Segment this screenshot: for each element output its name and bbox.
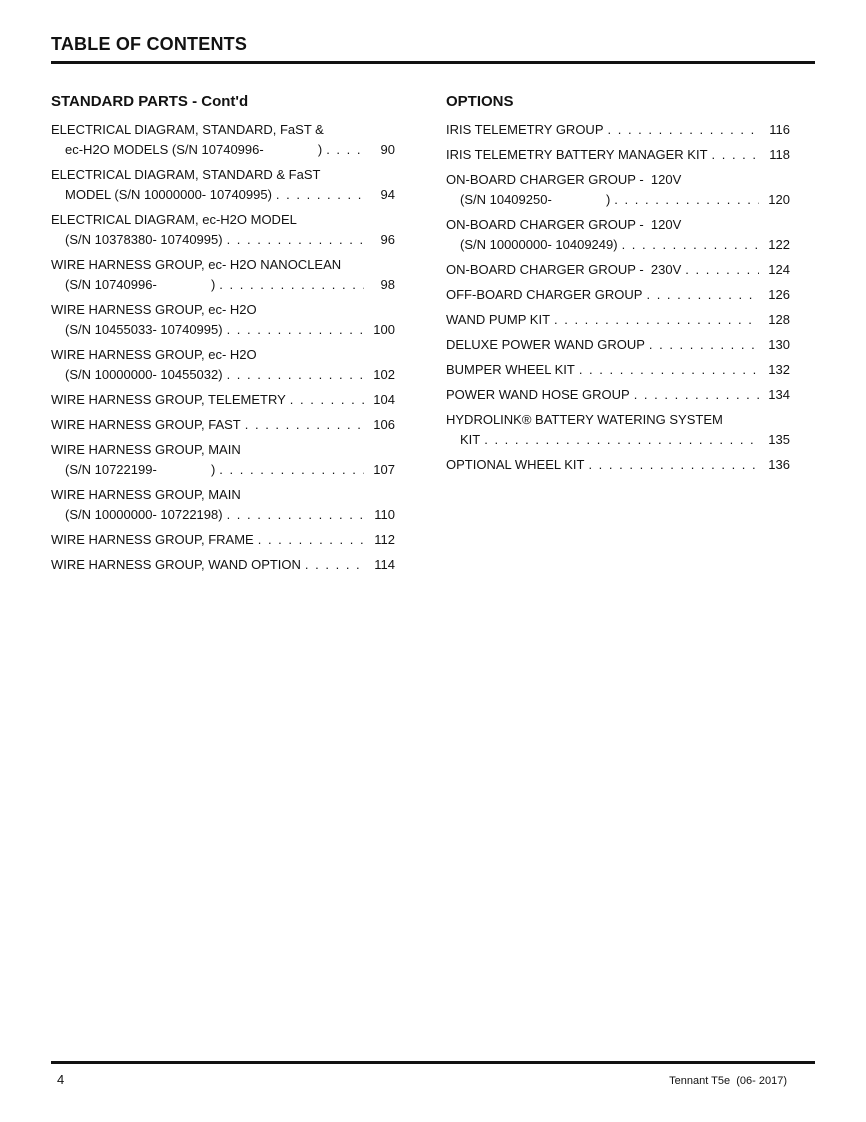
toc-entry — [446, 410, 790, 450]
toc-entry — [51, 165, 395, 205]
toc-list-standard-parts — [51, 120, 395, 575]
toc-entry — [51, 485, 395, 525]
toc-entry-line — [51, 555, 395, 575]
toc-entry-text: (S/N 10000000- 10409249) — [460, 237, 618, 252]
toc-page-number: 114 — [374, 557, 395, 572]
toc-entry-line — [51, 440, 395, 460]
toc-entry-line — [51, 460, 395, 480]
toc-entry — [446, 335, 790, 355]
toc-entry-line — [446, 120, 790, 140]
toc-page-number: 102 — [373, 367, 395, 382]
toc-entry-line — [446, 190, 790, 210]
dot-leader — [484, 430, 759, 450]
dot-leader — [326, 140, 364, 160]
dot-leader — [227, 230, 364, 250]
toc-entry — [446, 360, 790, 380]
toc-entry-text: (S/N 10740996- ) — [65, 277, 216, 292]
toc-entry-line — [446, 385, 790, 405]
toc-page-number: 90 — [380, 142, 395, 157]
toc-entry-line — [51, 345, 395, 365]
toc-page-number: 116 — [769, 122, 790, 137]
toc-entry-text: WIRE HARNESS GROUP, MAIN — [51, 487, 241, 502]
toc-page-number: 94 — [380, 187, 395, 202]
footer-page-number: 4 — [57, 1072, 65, 1087]
toc-entry-line — [51, 185, 395, 205]
toc-entry-line — [446, 455, 790, 475]
toc-page-number: 126 — [768, 287, 790, 302]
toc-entry-line — [51, 230, 395, 250]
dot-leader — [290, 390, 364, 410]
toc-entry-text: ELECTRICAL DIAGRAM, STANDARD & FaST — [51, 167, 321, 182]
toc-page-number: 128 — [768, 312, 790, 327]
toc-entry — [446, 310, 790, 330]
dot-leader — [649, 335, 759, 355]
toc-entry-text: DELUXE POWER WAND GROUP — [446, 337, 645, 352]
toc-entry — [51, 555, 395, 575]
toc-entry — [446, 215, 790, 255]
dot-leader — [579, 360, 759, 380]
toc-entry-text: (S/N 10000000- 10722198) — [65, 507, 223, 522]
toc-entry — [51, 415, 395, 435]
toc-entry-text: HYDROLINK® BATTERY WATERING SYSTEM — [446, 412, 723, 427]
toc-entry-line — [446, 260, 790, 280]
toc-entry-line — [51, 165, 395, 185]
toc-entry-text: WIRE HARNESS GROUP, ec- H2O — [51, 347, 257, 362]
title-rule — [51, 61, 815, 64]
toc-entry-text: MODEL (S/N 10000000- 10740995) — [65, 187, 272, 202]
toc-entry-line — [446, 430, 790, 450]
toc-entry-text: ELECTRICAL DIAGRAM, ec-H2O MODEL — [51, 212, 297, 227]
toc-entry-line — [51, 210, 395, 230]
toc-entry — [446, 120, 790, 140]
toc-page-number: 120 — [768, 192, 790, 207]
page-title: TABLE OF CONTENTS — [51, 34, 248, 54]
toc-entry-text: ON-BOARD CHARGER GROUP - 120V — [446, 217, 682, 232]
section-heading-options: OPTIONS — [446, 93, 514, 110]
toc-entry — [51, 300, 395, 340]
toc-entry-text: (S/N 10000000- 10455032) — [65, 367, 223, 382]
dot-leader — [634, 385, 759, 405]
toc-page-number: 112 — [374, 532, 395, 547]
toc-entry-line — [51, 390, 395, 410]
toc-page-number: 107 — [373, 462, 395, 477]
toc-page-number: 134 — [768, 387, 790, 402]
toc-entry-line — [51, 415, 395, 435]
toc-entry-line — [446, 235, 790, 255]
toc-entry-text: ON-BOARD CHARGER GROUP - 120V — [446, 172, 682, 187]
toc-entry-text: WIRE HARNESS GROUP, ec- H2O — [51, 302, 257, 317]
toc-entry-line — [446, 170, 790, 190]
toc-page-number: 132 — [768, 362, 790, 377]
dot-leader — [227, 505, 364, 525]
toc-entry-line — [51, 365, 395, 385]
dot-leader — [219, 275, 364, 295]
toc-entry-text: (S/N 10722199- ) — [65, 462, 216, 477]
toc-entry-line — [51, 275, 395, 295]
toc-entry — [446, 260, 790, 280]
toc-entry — [446, 455, 790, 475]
page-header — [51, 33, 815, 64]
dot-leader — [646, 285, 759, 305]
section-heading-standard-parts: STANDARD PARTS - Cont'd — [51, 93, 249, 110]
toc-entry-text: WIRE HARNESS GROUP, TELEMETRY — [51, 392, 286, 407]
toc-entry — [51, 440, 395, 480]
toc-page-number: 96 — [380, 232, 395, 247]
dot-leader — [622, 235, 759, 255]
toc-page-number: 118 — [769, 147, 790, 162]
toc-entry-line — [51, 120, 395, 140]
toc-entry — [446, 170, 790, 210]
toc-entry-text: (S/N 10409250- ) — [460, 192, 611, 207]
toc-page-number: 136 — [768, 457, 790, 472]
toc-entry-line — [446, 310, 790, 330]
dot-leader — [245, 415, 364, 435]
toc-entry-line — [446, 215, 790, 235]
toc-list-options — [446, 120, 790, 475]
toc-entry-line — [446, 285, 790, 305]
toc-page-number: 124 — [768, 262, 790, 277]
toc-entry-line — [446, 335, 790, 355]
toc-entry-text: WAND PUMP KIT — [446, 312, 551, 327]
toc-entry-line — [51, 255, 395, 275]
toc-entry-line — [51, 140, 395, 160]
toc-entry — [446, 285, 790, 305]
toc-entry-text: WIRE HARNESS GROUP, ec- H2O NANOCLEAN — [51, 257, 342, 272]
toc-entry-line — [446, 360, 790, 380]
toc-entry — [51, 530, 395, 550]
toc-page-number: 122 — [768, 237, 790, 252]
toc-entry-line — [51, 300, 395, 320]
toc-entry-line — [51, 485, 395, 505]
toc-entry-text: WIRE HARNESS GROUP, MAIN — [51, 442, 241, 457]
toc-page-number: 110 — [374, 507, 395, 522]
toc-entry-text: (S/N 10378380- 10740995) — [65, 232, 223, 247]
toc-entry — [51, 120, 395, 160]
toc-page-number: 104 — [373, 392, 395, 407]
dot-leader — [712, 145, 759, 165]
toc-entry-line — [446, 410, 790, 430]
dot-leader — [227, 365, 364, 385]
toc-entry-line — [446, 145, 790, 165]
toc-column-options — [446, 93, 790, 580]
toc-page-number: 98 — [380, 277, 395, 292]
toc-entry-text: OFF-BOARD CHARGER GROUP — [446, 287, 643, 302]
toc-entry-line — [51, 505, 395, 525]
toc-entry-line — [51, 530, 395, 550]
toc-page-number: 130 — [768, 337, 790, 352]
toc-entry-text: IRIS TELEMETRY BATTERY MANAGER KIT — [446, 147, 708, 162]
toc-entry — [446, 385, 790, 405]
footer-doc-ref: Tennant T5e (06- 2017) — [669, 1075, 787, 1087]
toc-entry — [51, 255, 395, 295]
toc-entry-text: WIRE HARNESS GROUP, WAND OPTION — [51, 557, 301, 572]
toc-page-number: 135 — [768, 432, 790, 447]
toc-page-number: 100 — [373, 322, 395, 337]
toc-entry-text: POWER WAND HOSE GROUP — [446, 387, 630, 402]
page-footer — [51, 1061, 815, 1087]
dot-leader — [554, 310, 759, 330]
dot-leader — [276, 185, 364, 205]
toc-entry-text: (S/N 10455033- 10740995) — [65, 322, 223, 337]
toc-entry-text: IRIS TELEMETRY GROUP — [446, 122, 604, 137]
toc-page-number: 106 — [373, 417, 395, 432]
dot-leader — [258, 530, 364, 550]
toc-entry-text: OPTIONAL WHEEL KIT — [446, 457, 585, 472]
toc-entry — [51, 390, 395, 410]
toc-entry-text: WIRE HARNESS GROUP, FRAME — [51, 532, 254, 547]
toc-entry — [51, 210, 395, 250]
dot-leader — [608, 120, 760, 140]
toc-column-standard-parts — [51, 93, 395, 580]
toc-entry-line — [51, 320, 395, 340]
toc-entry-text: KIT — [460, 432, 481, 447]
dot-leader — [227, 320, 364, 340]
dot-leader — [305, 555, 364, 575]
toc-entry-text: BUMPER WHEEL KIT — [446, 362, 575, 377]
toc-columns — [51, 93, 815, 580]
dot-leader — [588, 455, 759, 475]
footer-rule — [51, 1061, 815, 1064]
toc-entry-text: ON-BOARD CHARGER GROUP - 230V — [446, 262, 682, 277]
toc-entry-text: ELECTRICAL DIAGRAM, STANDARD, FaST & — [51, 122, 324, 137]
toc-entry — [446, 145, 790, 165]
toc-entry — [51, 345, 395, 385]
dot-leader — [614, 190, 759, 210]
dot-leader — [219, 460, 364, 480]
toc-entry-text: WIRE HARNESS GROUP, FAST — [51, 417, 241, 432]
dot-leader — [685, 260, 759, 280]
footer-row — [51, 1072, 815, 1087]
toc-entry-text: ec-H2O MODELS (S/N 10740996- ) — [65, 142, 323, 157]
